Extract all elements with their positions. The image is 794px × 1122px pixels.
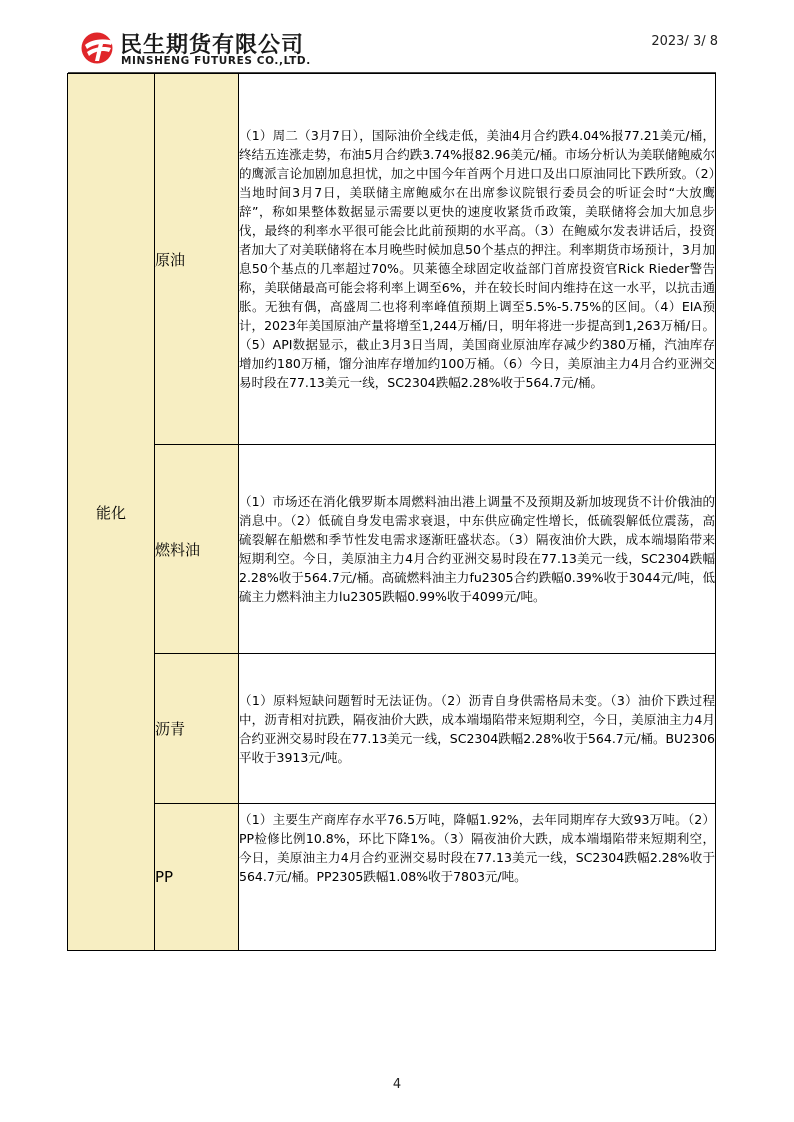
table-row [68,445,716,654]
table-row [68,804,716,951]
content-cell [239,74,716,445]
content-cell [239,654,716,804]
product-cell: 沥青 [155,654,239,804]
product-cell: 原油 [155,74,239,445]
content-text: （1）市场还在消化俄罗斯本周燃料油出港上调量不及预期及新加坡现货不计价俄油的消息中。（2）低硫自身发电需求衰退，中东供应确定性增长，低硫裂解低位震荡，高硫裂解在船燃和季节性发电需求逐渐旺盛状态。（3）隔夜油价大跌，成本端塌陷带来短期利空。今日，美原油主力4月合约亚洲交易时段在77.13美元一线，SC2304跌幅2.28%收于564.7元/桶。高硫燃料油主力fu2305合约跌幅0.39%收于3044元/吨，低硫主力燃料油主力lu2305跌幅0.99%收于4099元/吨。 [239,494,715,604]
content-text: （1）周二（3月7日），国际油价全线走低，美油4月合约跌4.04%报77.21美元/桶，终结五连涨走势，布油5月合约跌3.74%报82.96美元/桶。市场分析认为美联储鲍威尔的鹰派言论加剧加息担忧，加之中国今年首两个月进口及出口原油同比下跌所致。（2）当地时间3月7日，美联储主席鲍威尔在出席参议院银行委员会的听证会时“大放鹰辞”，称如果整体数据显示需要以更快的速度收紧货币政策，美联储将会加大加息步伐，最终的利率水平很可能会比此前预期的水平高。（3）在鲍威尔发表讲话后，投资者加大了对美联储将在本月晚些时候加息50个基点的押注。利率期货市场预计，3月加息50个基点的几率超过70%。贝莱德全球固定收益部门首席投资官Rick Rieder警告称，美联储最高可能会将利率上调至6%，并在较长时间内维持在这一水平，以抗击通胀。无独有偶，高盛周二也将利率峰值预期上调至5.5%-5.75%的区间。（4）EIA预计，2023年美国原油产量将增至1,244万桶/日，明年将进一步提高到1,263万桶/日。（5）API数据显示，截止3月3日当周，美国商业原油库存减少约380万桶，汽油库存增加约180万桶，馏分油库存增加约100万桶。（6）今日，美原油主力4月合约亚洲交易时段在77.13美元一线，SC2304跌幅2.28%收于564.7元/桶。 [239,128,715,390]
page-header [0,0,794,72]
content-text: （1）主要生产商库存水平76.5万吨，降幅1.92%，去年同期库存大致93万吨。（2）PP检修比例10.8%，环比下降1%。（3）隔夜油价大跌，成本端塌陷带来短期利空，今日，美原油主力4月合约亚洲交易时段在77.13美元一线，SC2304跌幅2.28%收于564.7元/桶。PP2305跌幅1.08%收于7803元/吨。 [239,812,715,884]
content-text: （1）原料短缺问题暂时无法证伪。（2）沥青自身供需格局未变。（3）油价下跌过程中，沥青相对抗跌，隔夜油价大跌，成本端塌陷带来短期利空，今日，美原油主力4月合约亚洲交易时段在77.13美元一线，SC2304跌幅2.28%收于564.7元/桶。BU2306平收于3913元/吨。 [239,692,716,765]
page-number: 4 [392,1077,402,1092]
table-row [68,654,716,804]
company-name-en: MINSHENG FUTURES CO.,LTD. [121,55,311,67]
content-cell [239,445,716,654]
report-date: 2023/ 3/ 8 [651,34,718,49]
minsheng-logo-icon [80,31,116,65]
content-cell [239,804,716,951]
product-cell: PP [155,804,239,951]
commodity-table [67,73,716,951]
table-row [68,74,716,445]
company-name-cn: 民生期货有限公司 [120,33,305,58]
product-cell: 燃料油 [155,445,239,654]
sector-cell: 能化 [68,74,155,951]
